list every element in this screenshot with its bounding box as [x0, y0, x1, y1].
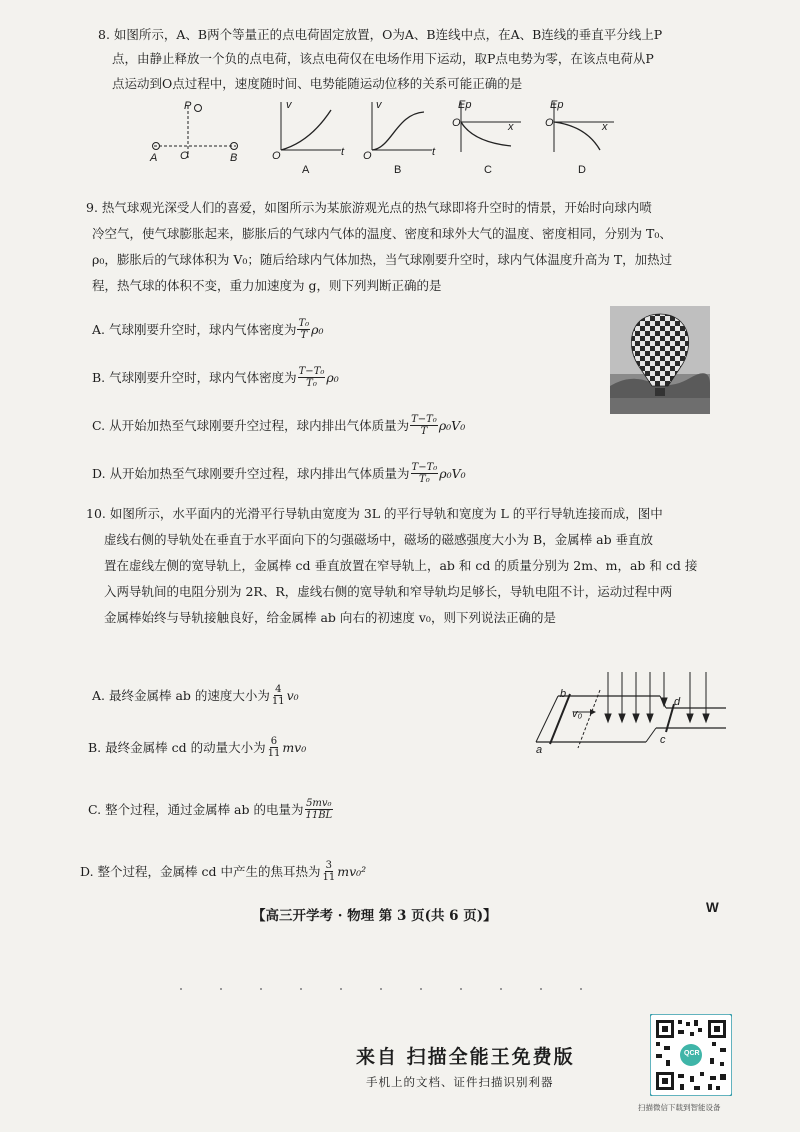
q10-option-d	[80, 860, 366, 883]
q9-option-d	[92, 462, 466, 485]
q8-point-a: A	[150, 152, 158, 164]
q8-graph-d-xlabel: x	[602, 121, 608, 133]
q10-option-d-fraction	[321, 860, 336, 883]
q9-option-d-fraction	[411, 462, 439, 485]
q10-option-d-den: 11	[322, 872, 336, 883]
q10-option-c-text: C. 整个过程，通过金属棒 ab 的电量为	[88, 801, 304, 817]
q10-option-c	[88, 798, 334, 821]
q10-option-a-fraction	[271, 684, 286, 707]
q9-line-1: 9. 热气球观光深受人们的喜爱，如图所示为某旅游观光点的热气球即将升空时的情景，开始时向球内喷	[86, 200, 652, 215]
q10-option-b-fraction	[267, 736, 282, 759]
q9-option-c-text: C. 从开始加热至气球刚要升空过程，球内排出气体质量为	[92, 417, 410, 433]
q9-option-d-tail: ρ₀V₀	[439, 465, 466, 481]
q10-label-c: c	[660, 734, 666, 746]
q9-line-2: 冷空气，使气球膨胀起来，膨胀后的气球内气体的温度、密度和球外大气的温度、密度相同，分别为 T₀、	[92, 226, 672, 241]
q8-graph-d-ylabel: Ep	[550, 99, 564, 111]
paper-code: W	[706, 900, 719, 915]
q10-label-a: a	[536, 744, 543, 756]
q10-option-a-den: 11	[271, 696, 285, 707]
q8-graph-b-ylabel: v	[376, 99, 382, 111]
q8-graph-b-xlabel: t	[432, 146, 436, 158]
q9-option-a-fraction	[297, 318, 310, 341]
q9-option-d-num: T−T₀	[411, 462, 438, 473]
q10-option-b-text: B. 最终金属棒 cd 的动量大小为	[88, 739, 266, 755]
q8-graph-d-origin: O	[545, 117, 554, 129]
q9-option-c-den: T	[420, 426, 428, 437]
q10-option-b-num: 6	[270, 736, 278, 747]
q8-graph-d-label: D	[578, 164, 586, 176]
q9-option-a	[92, 318, 324, 341]
q10-line-3: 置在虚线左侧的宽导轨上，金属棒 cd 垂直放置在窄导轨上，ab 和 cd 的质量分别为 2m、m，ab 和 cd 接	[104, 558, 698, 573]
q10-label-v0: v₀	[572, 708, 583, 720]
q10-option-d-text: D. 整个过程，金属棒 cd 中产生的焦耳热为	[80, 863, 321, 879]
q10-option-a-num: 4	[275, 684, 282, 695]
qr-caption: 扫描微信下载到智能设备	[638, 1103, 721, 1112]
q10-option-c-fraction	[304, 798, 333, 821]
qr-badge: QCR	[684, 1050, 700, 1057]
q8-graph-a-label: A	[302, 164, 310, 176]
q10-option-d-tail: mv₀²	[337, 863, 367, 879]
q9-option-c-fraction	[410, 414, 438, 437]
q10-option-b-den: 11	[267, 748, 281, 759]
watermark-subtitle: 手机上的文档、证件扫描识别利器	[366, 1075, 554, 1089]
q8-point-b: B	[230, 152, 238, 164]
q9-option-c-num: T−T₀	[411, 414, 437, 425]
q9-option-b-num: T−T₀	[298, 366, 325, 377]
q10-option-d-num: 3	[325, 860, 333, 871]
q10-line-5: 金属棒始终与导轨接触良好，给金属棒 ab 向右的初速度 v₀，则下列说法正确的是	[104, 610, 556, 625]
q10-option-b-tail: mv₀	[282, 739, 307, 755]
q9-line-4: 程，热气球的体积不变，重力加速度为 g，则下列判断正确的是	[92, 278, 442, 293]
q9-option-d-den: T₀	[419, 474, 430, 485]
q8-point-p: P	[184, 100, 192, 112]
q10-option-c-den: 11BL	[305, 810, 333, 821]
q9-line-3: ρ₀，膨胀后的气球体积为 V₀；随后给球内气体加热，当气球刚要升空时，球内气体温度升高为 T，加热过	[92, 252, 673, 267]
q8-graph-c-origin: O	[452, 117, 461, 129]
hot-air-balloon-photo	[610, 306, 710, 414]
q8-graph-c-label: C	[484, 164, 492, 176]
q8-graph-a-xlabel: t	[341, 146, 345, 158]
q8-line-3: 点运动到O点过程中，速度随时间、电势能随运动位移的关系可能正确的是	[112, 76, 523, 91]
q10-line-1: 10. 如图所示，水平面内的光滑平行导轨由宽度为 3L 的平行导轨和宽度为 L 的平行导轨连接而成，图中	[86, 506, 663, 521]
q9-option-a-tail: ρ₀	[311, 321, 324, 337]
q8-point-o: O	[180, 150, 189, 162]
q8-graph-c-ylabel: Ep	[458, 99, 472, 111]
q10-line-4: 入两导轨间的电阻分别为 2R、R，虚线右侧的宽导轨和窄导轨均足够长，导轨电阻不计，运动过程中两	[104, 584, 673, 599]
page-footer: 【高三开学考 · 物理 第 3 页(共 6 页)】	[252, 908, 497, 924]
q10-option-a	[92, 684, 299, 707]
q8-graph-c-xlabel: x	[508, 121, 514, 133]
watermark-title: 来自 扫描全能王免费版	[356, 1046, 575, 1068]
q8-graph-a-origin: O	[272, 150, 281, 162]
q10-option-c-num: 5mv₀	[306, 798, 332, 809]
q10-label-d: d	[674, 696, 681, 708]
q10-option-a-tail: v₀	[286, 687, 299, 703]
q9-option-a-text: A. 气球刚要升空时，球内气体密度为	[92, 321, 297, 337]
q9-option-c-tail: ρ₀V₀	[438, 417, 466, 433]
scan-specks	[180, 988, 620, 990]
q8-line-1: 8. 如图所示，A、B两个等量正的点电荷固定放置，O为A、B连线中点，在A、B连线的垂直平分线上P	[98, 27, 663, 42]
q9-option-c	[92, 414, 465, 437]
q9-option-a-num: T₀	[298, 318, 310, 329]
q9-option-b-den: T₀	[306, 378, 317, 389]
q8-graph-a-ylabel: v	[286, 99, 292, 111]
q9-option-b	[92, 366, 339, 389]
q9-option-b-fraction	[298, 366, 326, 389]
q9-option-b-tail: ρ₀	[326, 369, 339, 385]
q8-line-2: 点，由静止释放一个负的点电荷，该点电荷仅在电场作用下运动，取P点电势为零，在该点电荷从P	[112, 51, 654, 66]
q10-line-2: 虚线右侧的导轨处在垂直于水平面向下的匀强磁场中，磁场的磁感强度大小为 B，金属棒 ab 垂直放	[104, 532, 654, 547]
q10-label-b: b	[560, 688, 567, 700]
q10-option-a-text: A. 最终金属棒 ab 的速度大小为	[92, 687, 270, 703]
q10-rail-diagram	[530, 668, 730, 760]
q8-graph-b-label: B	[394, 164, 402, 176]
q10-option-b	[88, 736, 306, 759]
q9-option-b-text: B. 气球刚要升空时，球内气体密度为	[92, 369, 297, 385]
q9-option-a-den: T	[300, 330, 308, 341]
q9-option-d-text: D. 从开始加热至气球刚要升空过程，球内排出气体质量为	[92, 465, 410, 481]
q8-graph-b-origin: O	[363, 150, 372, 162]
